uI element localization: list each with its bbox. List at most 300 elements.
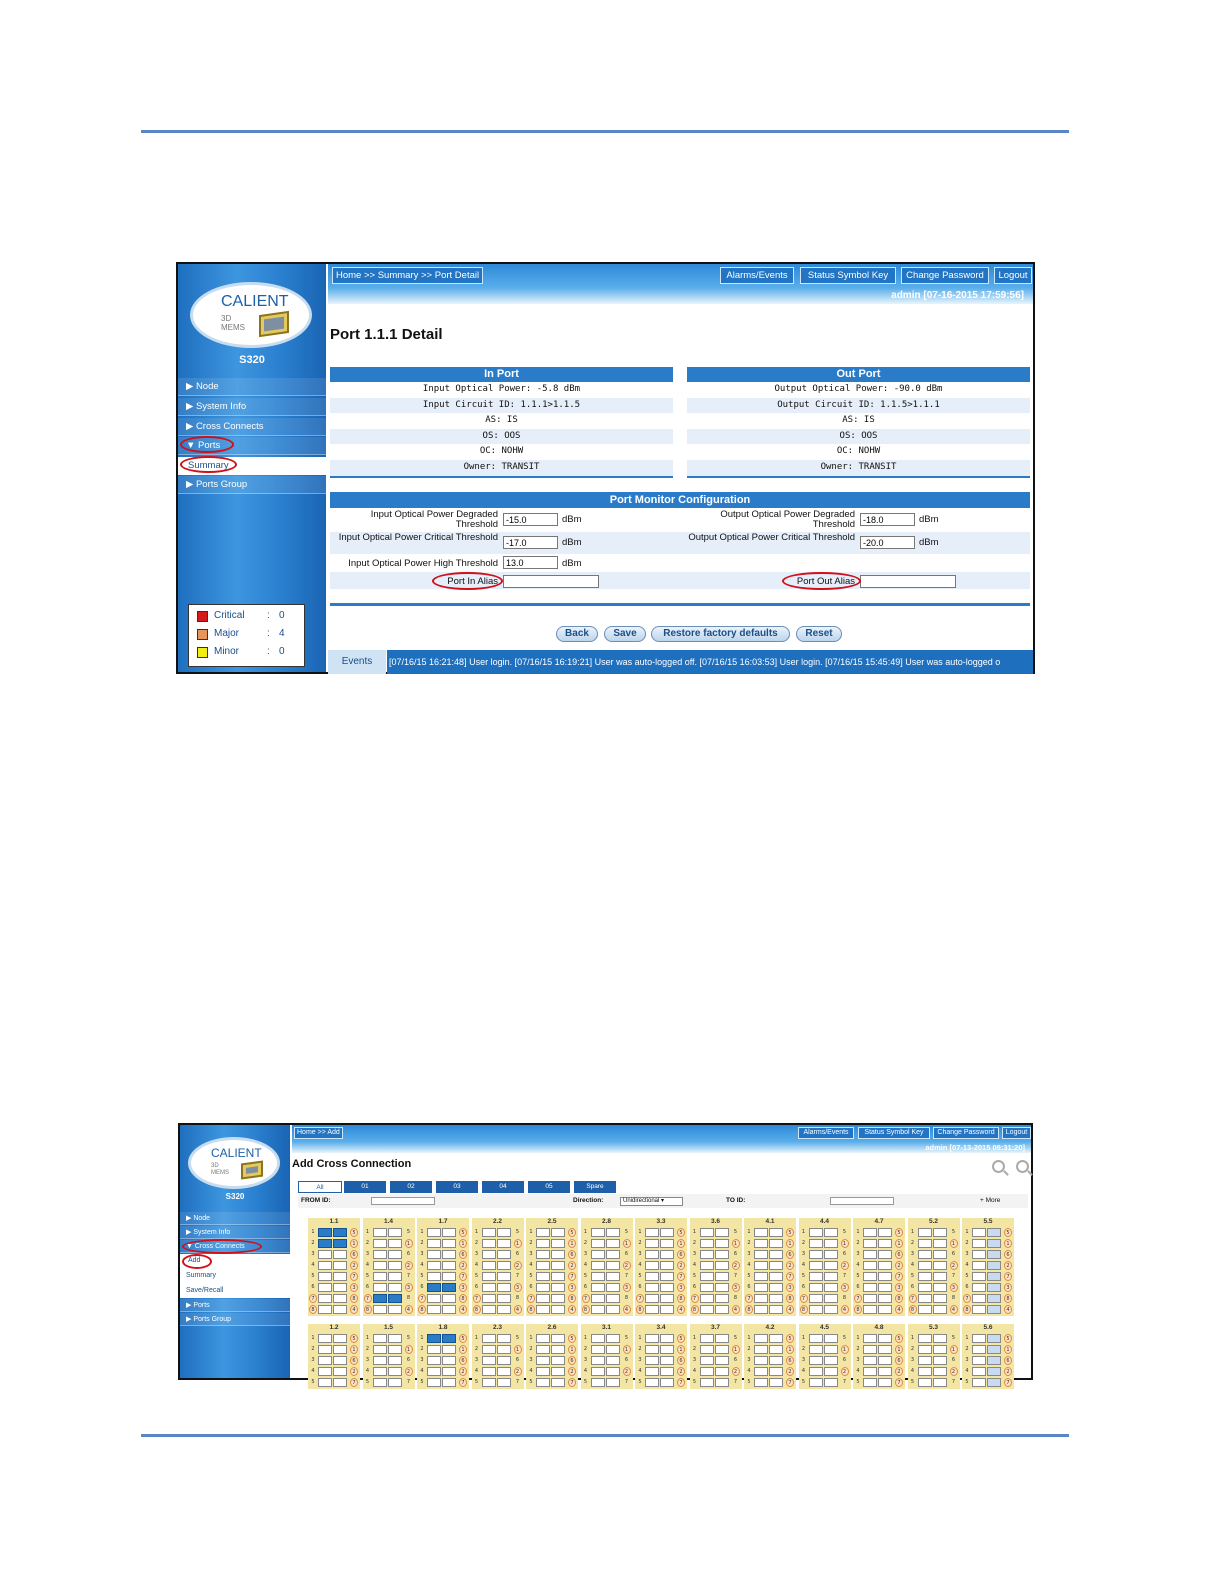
in-degraded-input[interactable] [503,513,558,526]
port-cell[interactable] [972,1345,986,1354]
port-cell[interactable] [373,1367,387,1376]
port-cell[interactable] [497,1283,511,1292]
sidebar-item-summary[interactable]: Summary [180,1268,290,1283]
port-cell[interactable] [754,1334,768,1343]
port-cell[interactable] [863,1250,877,1259]
port-cell[interactable] [754,1239,768,1248]
port-cell[interactable] [333,1378,347,1387]
tab-04[interactable]: 04 [482,1181,526,1193]
port-cell[interactable] [754,1305,768,1314]
port-cell[interactable] [427,1334,441,1343]
port-cell[interactable] [809,1261,823,1270]
port-cell[interactable] [715,1228,729,1237]
port-cell[interactable] [645,1250,659,1259]
port-cell[interactable] [878,1378,892,1387]
port-cell[interactable] [809,1378,823,1387]
port-cell[interactable] [442,1334,456,1343]
port-cell[interactable] [606,1294,620,1303]
tab-spare[interactable]: Spare [574,1181,618,1193]
port-cell[interactable] [987,1367,1001,1376]
sidebar-item-node[interactable]: ▶ Node [180,1212,290,1225]
port-cell[interactable] [660,1294,674,1303]
sidebar-item-save-recall[interactable]: Save/Recall [180,1283,290,1298]
port-cell[interactable] [824,1294,838,1303]
port-cell[interactable] [933,1261,947,1270]
port-cell[interactable] [482,1261,496,1270]
port-cell[interactable] [809,1272,823,1281]
port-cell[interactable] [715,1367,729,1376]
port-cell[interactable] [918,1345,932,1354]
alarms-events-button[interactable]: Alarms/Events [720,267,794,284]
port-cell[interactable] [551,1345,565,1354]
port-cell[interactable] [863,1378,877,1387]
port-cell[interactable] [809,1250,823,1259]
port-cell[interactable] [427,1345,441,1354]
direction-select[interactable]: Unidirectional ▾ [620,1197,683,1206]
port-cell[interactable] [333,1261,347,1270]
port-cell[interactable] [482,1305,496,1314]
to-id-input[interactable] [830,1197,894,1205]
sidebar-item-ports-group[interactable]: ▶ Ports Group [180,1313,290,1326]
port-cell[interactable] [606,1367,620,1376]
out-critical-input[interactable] [860,536,915,549]
port-cell[interactable] [824,1356,838,1365]
port-cell[interactable] [442,1305,456,1314]
port-cell[interactable] [660,1334,674,1343]
port-cell[interactable] [987,1378,1001,1387]
port-cell[interactable] [497,1378,511,1387]
port-cell[interactable] [606,1356,620,1365]
port-cell[interactable] [972,1283,986,1292]
port-cell[interactable] [388,1294,402,1303]
port-cell[interactable] [536,1239,550,1248]
port-cell[interactable] [497,1250,511,1259]
port-cell[interactable] [918,1239,932,1248]
port-cell[interactable] [606,1378,620,1387]
port-cell[interactable] [333,1294,347,1303]
port-cell[interactable] [918,1228,932,1237]
port-cell[interactable] [318,1294,332,1303]
port-cell[interactable] [318,1228,332,1237]
port-cell[interactable] [972,1250,986,1259]
port-cell[interactable] [769,1228,783,1237]
port-cell[interactable] [388,1378,402,1387]
port-cell[interactable] [660,1261,674,1270]
port-cell[interactable] [388,1239,402,1248]
port-cell[interactable] [987,1294,1001,1303]
port-cell[interactable] [809,1239,823,1248]
port-cell[interactable] [933,1228,947,1237]
port-cell[interactable] [933,1334,947,1343]
port-cell[interactable] [972,1228,986,1237]
port-cell[interactable] [878,1334,892,1343]
port-out-alias-input[interactable] [860,575,956,588]
port-cell[interactable] [660,1239,674,1248]
port-cell[interactable] [754,1367,768,1376]
port-cell[interactable] [442,1239,456,1248]
port-cell[interactable] [700,1228,714,1237]
tab-all[interactable]: All [298,1181,342,1193]
port-cell[interactable] [715,1378,729,1387]
port-cell[interactable] [318,1367,332,1376]
port-cell[interactable] [536,1334,550,1343]
port-cell[interactable] [536,1345,550,1354]
port-cell[interactable] [536,1305,550,1314]
port-cell[interactable] [442,1228,456,1237]
port-cell[interactable] [987,1228,1001,1237]
port-cell[interactable] [373,1378,387,1387]
port-cell[interactable] [427,1283,441,1292]
port-cell[interactable] [427,1356,441,1365]
port-cell[interactable] [660,1283,674,1292]
port-cell[interactable] [442,1367,456,1376]
port-cell[interactable] [769,1305,783,1314]
more-link[interactable]: + More [980,1197,1001,1204]
port-cell[interactable] [591,1367,605,1376]
port-cell[interactable] [645,1272,659,1281]
port-cell[interactable] [373,1272,387,1281]
port-cell[interactable] [551,1378,565,1387]
port-cell[interactable] [878,1272,892,1281]
port-cell[interactable] [715,1356,729,1365]
port-cell[interactable] [373,1305,387,1314]
port-cell[interactable] [824,1250,838,1259]
port-cell[interactable] [933,1356,947,1365]
port-cell[interactable] [536,1356,550,1365]
port-cell[interactable] [497,1345,511,1354]
port-cell[interactable] [333,1356,347,1365]
port-cell[interactable] [972,1261,986,1270]
port-cell[interactable] [318,1250,332,1259]
port-cell[interactable] [318,1305,332,1314]
port-cell[interactable] [645,1283,659,1292]
port-cell[interactable] [987,1272,1001,1281]
port-cell[interactable] [606,1250,620,1259]
port-cell[interactable] [591,1334,605,1343]
sidebar-item-ports-group[interactable]: ▶ Ports Group [178,476,326,494]
port-cell[interactable] [918,1305,932,1314]
port-cell[interactable] [645,1367,659,1376]
port-cell[interactable] [918,1250,932,1259]
port-cell[interactable] [427,1272,441,1281]
status-symbol-key-button[interactable]: Status Symbol Key [858,1127,930,1139]
port-cell[interactable] [824,1378,838,1387]
port-cell[interactable] [878,1283,892,1292]
port-cell[interactable] [809,1294,823,1303]
port-cell[interactable] [551,1250,565,1259]
port-cell[interactable] [769,1367,783,1376]
port-cell[interactable] [388,1272,402,1281]
port-cell[interactable] [388,1356,402,1365]
port-cell[interactable] [972,1272,986,1281]
port-cell[interactable] [333,1228,347,1237]
port-cell[interactable] [700,1367,714,1376]
port-cell[interactable] [536,1272,550,1281]
port-cell[interactable] [715,1283,729,1292]
port-cell[interactable] [754,1294,768,1303]
port-cell[interactable] [700,1283,714,1292]
port-cell[interactable] [660,1250,674,1259]
port-cell[interactable] [700,1345,714,1354]
port-cell[interactable] [551,1272,565,1281]
port-cell[interactable] [373,1228,387,1237]
port-cell[interactable] [482,1228,496,1237]
port-cell[interactable] [933,1250,947,1259]
port-cell[interactable] [536,1294,550,1303]
port-cell[interactable] [918,1378,932,1387]
port-cell[interactable] [373,1334,387,1343]
port-cell[interactable] [933,1378,947,1387]
port-cell[interactable] [482,1334,496,1343]
in-high-input[interactable] [503,556,558,569]
port-cell[interactable] [987,1239,1001,1248]
port-cell[interactable] [482,1272,496,1281]
port-cell[interactable] [536,1261,550,1270]
port-cell[interactable] [754,1378,768,1387]
port-cell[interactable] [987,1261,1001,1270]
port-cell[interactable] [769,1378,783,1387]
port-cell[interactable] [878,1261,892,1270]
back-button[interactable]: Back [556,626,598,642]
port-cell[interactable] [497,1239,511,1248]
port-cell[interactable] [333,1345,347,1354]
port-cell[interactable] [333,1239,347,1248]
port-cell[interactable] [878,1250,892,1259]
port-cell[interactable] [388,1261,402,1270]
port-cell[interactable] [878,1239,892,1248]
port-in-alias-input[interactable] [503,575,599,588]
port-cell[interactable] [536,1228,550,1237]
port-cell[interactable] [754,1261,768,1270]
port-cell[interactable] [918,1294,932,1303]
sidebar-item-cross-connects[interactable]: ▼ Cross Connects [180,1240,290,1253]
port-cell[interactable] [497,1272,511,1281]
port-cell[interactable] [824,1228,838,1237]
port-cell[interactable] [645,1294,659,1303]
port-cell[interactable] [645,1261,659,1270]
port-cell[interactable] [824,1334,838,1343]
port-cell[interactable] [318,1272,332,1281]
port-cell[interactable] [660,1345,674,1354]
save-button[interactable]: Save [604,626,646,642]
port-cell[interactable] [482,1239,496,1248]
port-cell[interactable] [700,1261,714,1270]
port-cell[interactable] [591,1294,605,1303]
port-cell[interactable] [700,1239,714,1248]
port-cell[interactable] [863,1228,877,1237]
sidebar-item-node[interactable]: ▶ Node [178,378,326,396]
port-cell[interactable] [715,1345,729,1354]
port-cell[interactable] [645,1334,659,1343]
port-cell[interactable] [933,1345,947,1354]
port-cell[interactable] [809,1228,823,1237]
port-cell[interactable] [388,1367,402,1376]
port-cell[interactable] [987,1283,1001,1292]
port-cell[interactable] [606,1305,620,1314]
port-cell[interactable] [482,1294,496,1303]
port-cell[interactable] [809,1356,823,1365]
port-cell[interactable] [591,1272,605,1281]
port-cell[interactable] [660,1272,674,1281]
port-cell[interactable] [482,1283,496,1292]
port-cell[interactable] [769,1283,783,1292]
port-cell[interactable] [551,1334,565,1343]
tab-05[interactable]: 05 [528,1181,572,1193]
port-cell[interactable] [606,1261,620,1270]
port-cell[interactable] [591,1305,605,1314]
port-cell[interactable] [754,1250,768,1259]
port-cell[interactable] [333,1305,347,1314]
port-cell[interactable] [373,1239,387,1248]
port-cell[interactable] [606,1334,620,1343]
port-cell[interactable] [972,1356,986,1365]
port-cell[interactable] [769,1272,783,1281]
port-cell[interactable] [427,1305,441,1314]
port-cell[interactable] [824,1345,838,1354]
logout-button[interactable]: Logout [1002,1127,1031,1139]
port-cell[interactable] [536,1378,550,1387]
tab-01[interactable]: 01 [344,1181,388,1193]
port-cell[interactable] [918,1334,932,1343]
port-cell[interactable] [972,1367,986,1376]
port-cell[interactable] [769,1294,783,1303]
port-cell[interactable] [878,1367,892,1376]
port-cell[interactable] [591,1261,605,1270]
port-cell[interactable] [878,1294,892,1303]
port-cell[interactable] [863,1261,877,1270]
in-critical-input[interactable] [503,536,558,549]
port-cell[interactable] [878,1228,892,1237]
port-cell[interactable] [497,1261,511,1270]
port-cell[interactable] [769,1239,783,1248]
port-cell[interactable] [333,1367,347,1376]
port-cell[interactable] [824,1261,838,1270]
port-cell[interactable] [333,1250,347,1259]
port-cell[interactable] [863,1367,877,1376]
port-cell[interactable] [715,1272,729,1281]
port-cell[interactable] [442,1272,456,1281]
port-cell[interactable] [700,1305,714,1314]
breadcrumb[interactable]: Home >> Add [294,1127,343,1139]
port-cell[interactable] [442,1283,456,1292]
port-cell[interactable] [863,1305,877,1314]
port-cell[interactable] [482,1345,496,1354]
port-cell[interactable] [318,1378,332,1387]
change-password-button[interactable]: Change Password [933,1127,999,1139]
port-cell[interactable] [754,1356,768,1365]
port-cell[interactable] [591,1345,605,1354]
port-cell[interactable] [497,1367,511,1376]
port-cell[interactable] [645,1356,659,1365]
port-cell[interactable] [645,1239,659,1248]
port-cell[interactable] [933,1272,947,1281]
port-cell[interactable] [987,1250,1001,1259]
port-cell[interactable] [373,1283,387,1292]
port-cell[interactable] [918,1272,932,1281]
port-cell[interactable] [442,1294,456,1303]
port-cell[interactable] [551,1283,565,1292]
port-cell[interactable] [933,1305,947,1314]
port-cell[interactable] [591,1356,605,1365]
port-cell[interactable] [660,1378,674,1387]
port-cell[interactable] [824,1239,838,1248]
port-cell[interactable] [660,1228,674,1237]
port-cell[interactable] [972,1305,986,1314]
port-cell[interactable] [442,1345,456,1354]
port-cell[interactable] [333,1334,347,1343]
port-cell[interactable] [933,1283,947,1292]
port-cell[interactable] [318,1239,332,1248]
port-cell[interactable] [551,1239,565,1248]
port-cell[interactable] [497,1356,511,1365]
port-cell[interactable] [645,1305,659,1314]
port-cell[interactable] [388,1305,402,1314]
from-id-input[interactable] [371,1197,435,1205]
port-cell[interactable] [878,1345,892,1354]
port-cell[interactable] [809,1345,823,1354]
port-cell[interactable] [373,1250,387,1259]
sidebar-item-cross-connects[interactable]: ▶ Cross Connects [178,418,326,436]
port-cell[interactable] [645,1378,659,1387]
port-cell[interactable] [769,1250,783,1259]
port-cell[interactable] [482,1250,496,1259]
port-cell[interactable] [551,1356,565,1365]
port-cell[interactable] [987,1305,1001,1314]
port-cell[interactable] [933,1294,947,1303]
port-cell[interactable] [482,1356,496,1365]
port-cell[interactable] [824,1305,838,1314]
port-cell[interactable] [769,1356,783,1365]
port-cell[interactable] [972,1334,986,1343]
port-cell[interactable] [769,1261,783,1270]
port-cell[interactable] [809,1305,823,1314]
port-cell[interactable] [427,1239,441,1248]
port-cell[interactable] [482,1378,496,1387]
port-cell[interactable] [427,1250,441,1259]
port-cell[interactable] [606,1228,620,1237]
port-cell[interactable] [591,1378,605,1387]
status-symbol-key-button[interactable]: Status Symbol Key [800,267,896,284]
port-cell[interactable] [442,1261,456,1270]
port-cell[interactable] [987,1334,1001,1343]
port-cell[interactable] [918,1356,932,1365]
port-cell[interactable] [318,1261,332,1270]
port-cell[interactable] [715,1239,729,1248]
port-cell[interactable] [373,1345,387,1354]
port-cell[interactable] [769,1345,783,1354]
port-cell[interactable] [551,1305,565,1314]
logout-button[interactable]: Logout [994,267,1032,284]
port-cell[interactable] [591,1250,605,1259]
alarms-events-button[interactable]: Alarms/Events [798,1127,854,1139]
sidebar-item-summary[interactable]: Summary [178,457,326,475]
port-cell[interactable] [551,1261,565,1270]
port-cell[interactable] [715,1261,729,1270]
port-cell[interactable] [388,1334,402,1343]
zoom-in-icon[interactable] [992,1160,1005,1173]
port-cell[interactable] [591,1283,605,1292]
port-cell[interactable] [606,1239,620,1248]
port-cell[interactable] [318,1345,332,1354]
port-cell[interactable] [918,1261,932,1270]
port-cell[interactable] [427,1367,441,1376]
sidebar-item-system-info[interactable]: ▶ System Info [180,1226,290,1239]
port-cell[interactable] [645,1228,659,1237]
port-cell[interactable] [606,1272,620,1281]
port-cell[interactable] [388,1345,402,1354]
port-cell[interactable] [660,1356,674,1365]
port-cell[interactable] [497,1228,511,1237]
